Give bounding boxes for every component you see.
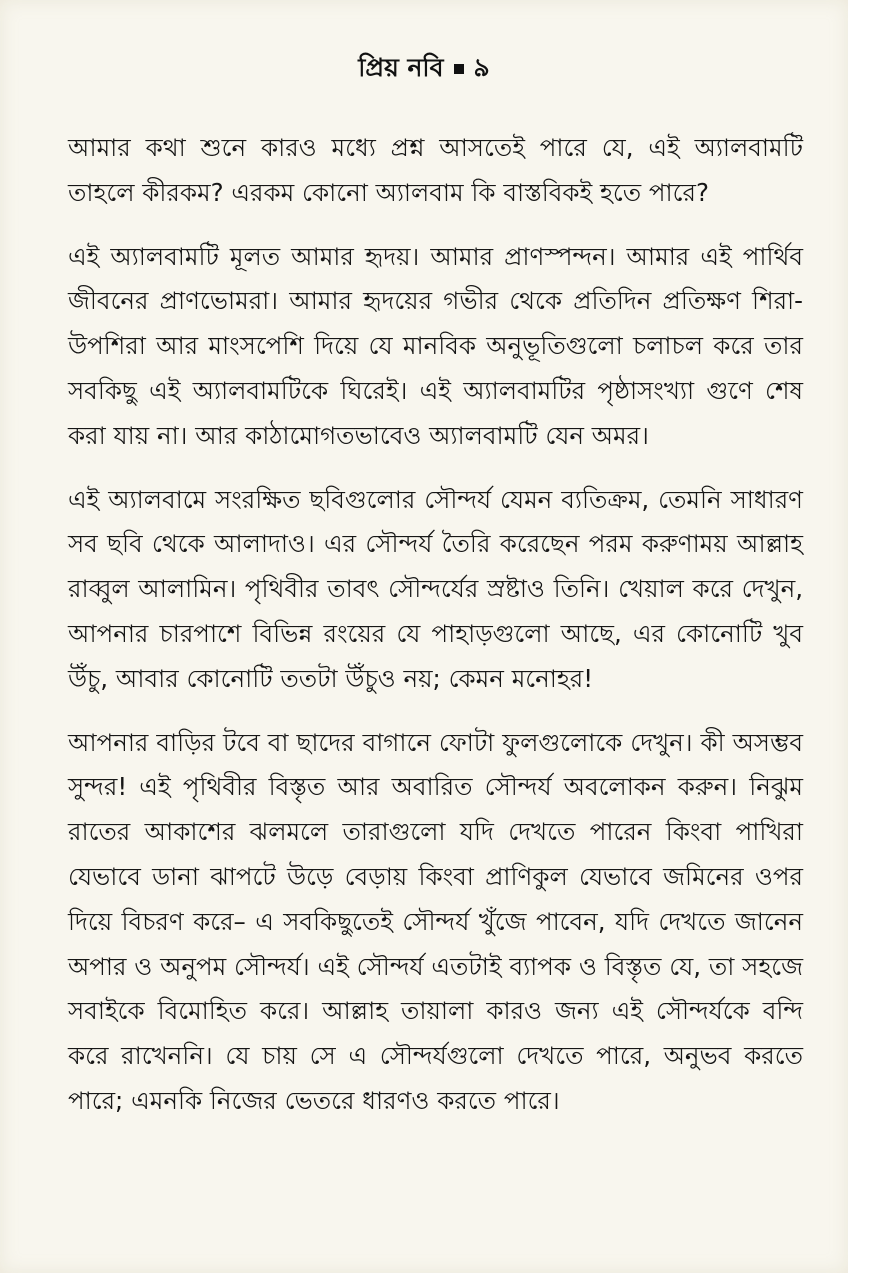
paragraph-3: এই অ্যালবামে সংরক্ষিত ছবিগুলোর সৌন্দর্য যেমন ব্যতিক্রম, তেমনি সাধারণ সব ছবি থেকে আলাদাও। এর সৌন্দর্য তৈরি করেছেন পরম করুণাময় আল্লাহ রাব্বুল আলামিন। পৃথিবীর তাবৎ সৌন্দর্যের স্রষ্টাও তিনি। খেয়াল করে দেখুন, আপনার চারপাশে বিভিন্ন রংয়ের যে পাহাড়গুলো আছে, এর কোনোটি খুব উঁচু, আবার কোনোটি ততটা উঁচুও নয়; কেমন মনোহর! [68,484,803,693]
running-header [0,48,848,91]
page-margin-edge [848,0,870,1273]
book-title: প্রিয় নবি [358,53,444,82]
paragraph-2: এই অ্যালবামটি মূলত আমার হৃদয়। আমার প্রাণস্পন্দন। আমার এই পার্থিব জীবনের প্রাণভোমরা। আমার হৃদয়ের গভীর থেকে প্রতিদিন প্রতিক্ষণ শিরা-উপশিরা আর মাংসপেশি দিয়ে যে মানবিক অনুভূতিগুলো চলাচল করে তার সবকিছু এই অ্যালবামটিকে ঘিরেই। এই অ্যালবামটির পৃষ্ঠাসংখ্যা গুণে শেষ করা যায় না। আর কাঠামোগতভাবেও অ্যালবামটি যেন অমর। [68,241,803,450]
header-separator-bullet [454,64,464,74]
paragraph-4: আপনার বাড়ির টবে বা ছাদের বাগানে ফোটা ফুলগুলোকে দেখুন। কী অসম্ভব সুন্দর! এই পৃথিবীর বিস্তৃত আর অবারিত সৌন্দর্য অবলোকন করুন। নিঝুম রাতের আকাশের ঝলমলে তারাগুলো যদি দেখতে পারেন কিংবা পাখিরা যেভাবে ডানা ঝাপটে উড়ে বেড়ায় কিংবা প্রাণিকুল যেভাবে জমিনের ওপর দিয়ে বিচরণ করে– এ সবকিছুতেই সৌন্দর্য খুঁজে পাবেন, যদি দেখতে জানেন অপার ও অনুপম সৌন্দর্য। এই সৌন্দর্য এতটাই ব্যাপক ও বিস্তৃত যে, তা সহজে সবাইকে বিমোহিত করে। আল্লাহ তায়ালা কারও জন্য এই সৌন্দর্যকে বন্দি করে রাখেননি। যে চায় সে এ সৌন্দর্যগুলো দেখতে পারে, অনুভব করতে পারে; এমনকি নিজের ভেতরে ধারণও করতে পারে। [68,727,803,1115]
page-number: ৯ [473,53,490,82]
paragraph-1: আমার কথা শুনে কারও মধ্যে প্রশ্ন আসতেই পারে যে, এই অ্যালবামটি তাহলে কীরকম? এরকম কোনো অ্যালবাম কি বাস্তবিকই হতে পারে? [68,133,803,207]
page-body [68,126,803,1143]
